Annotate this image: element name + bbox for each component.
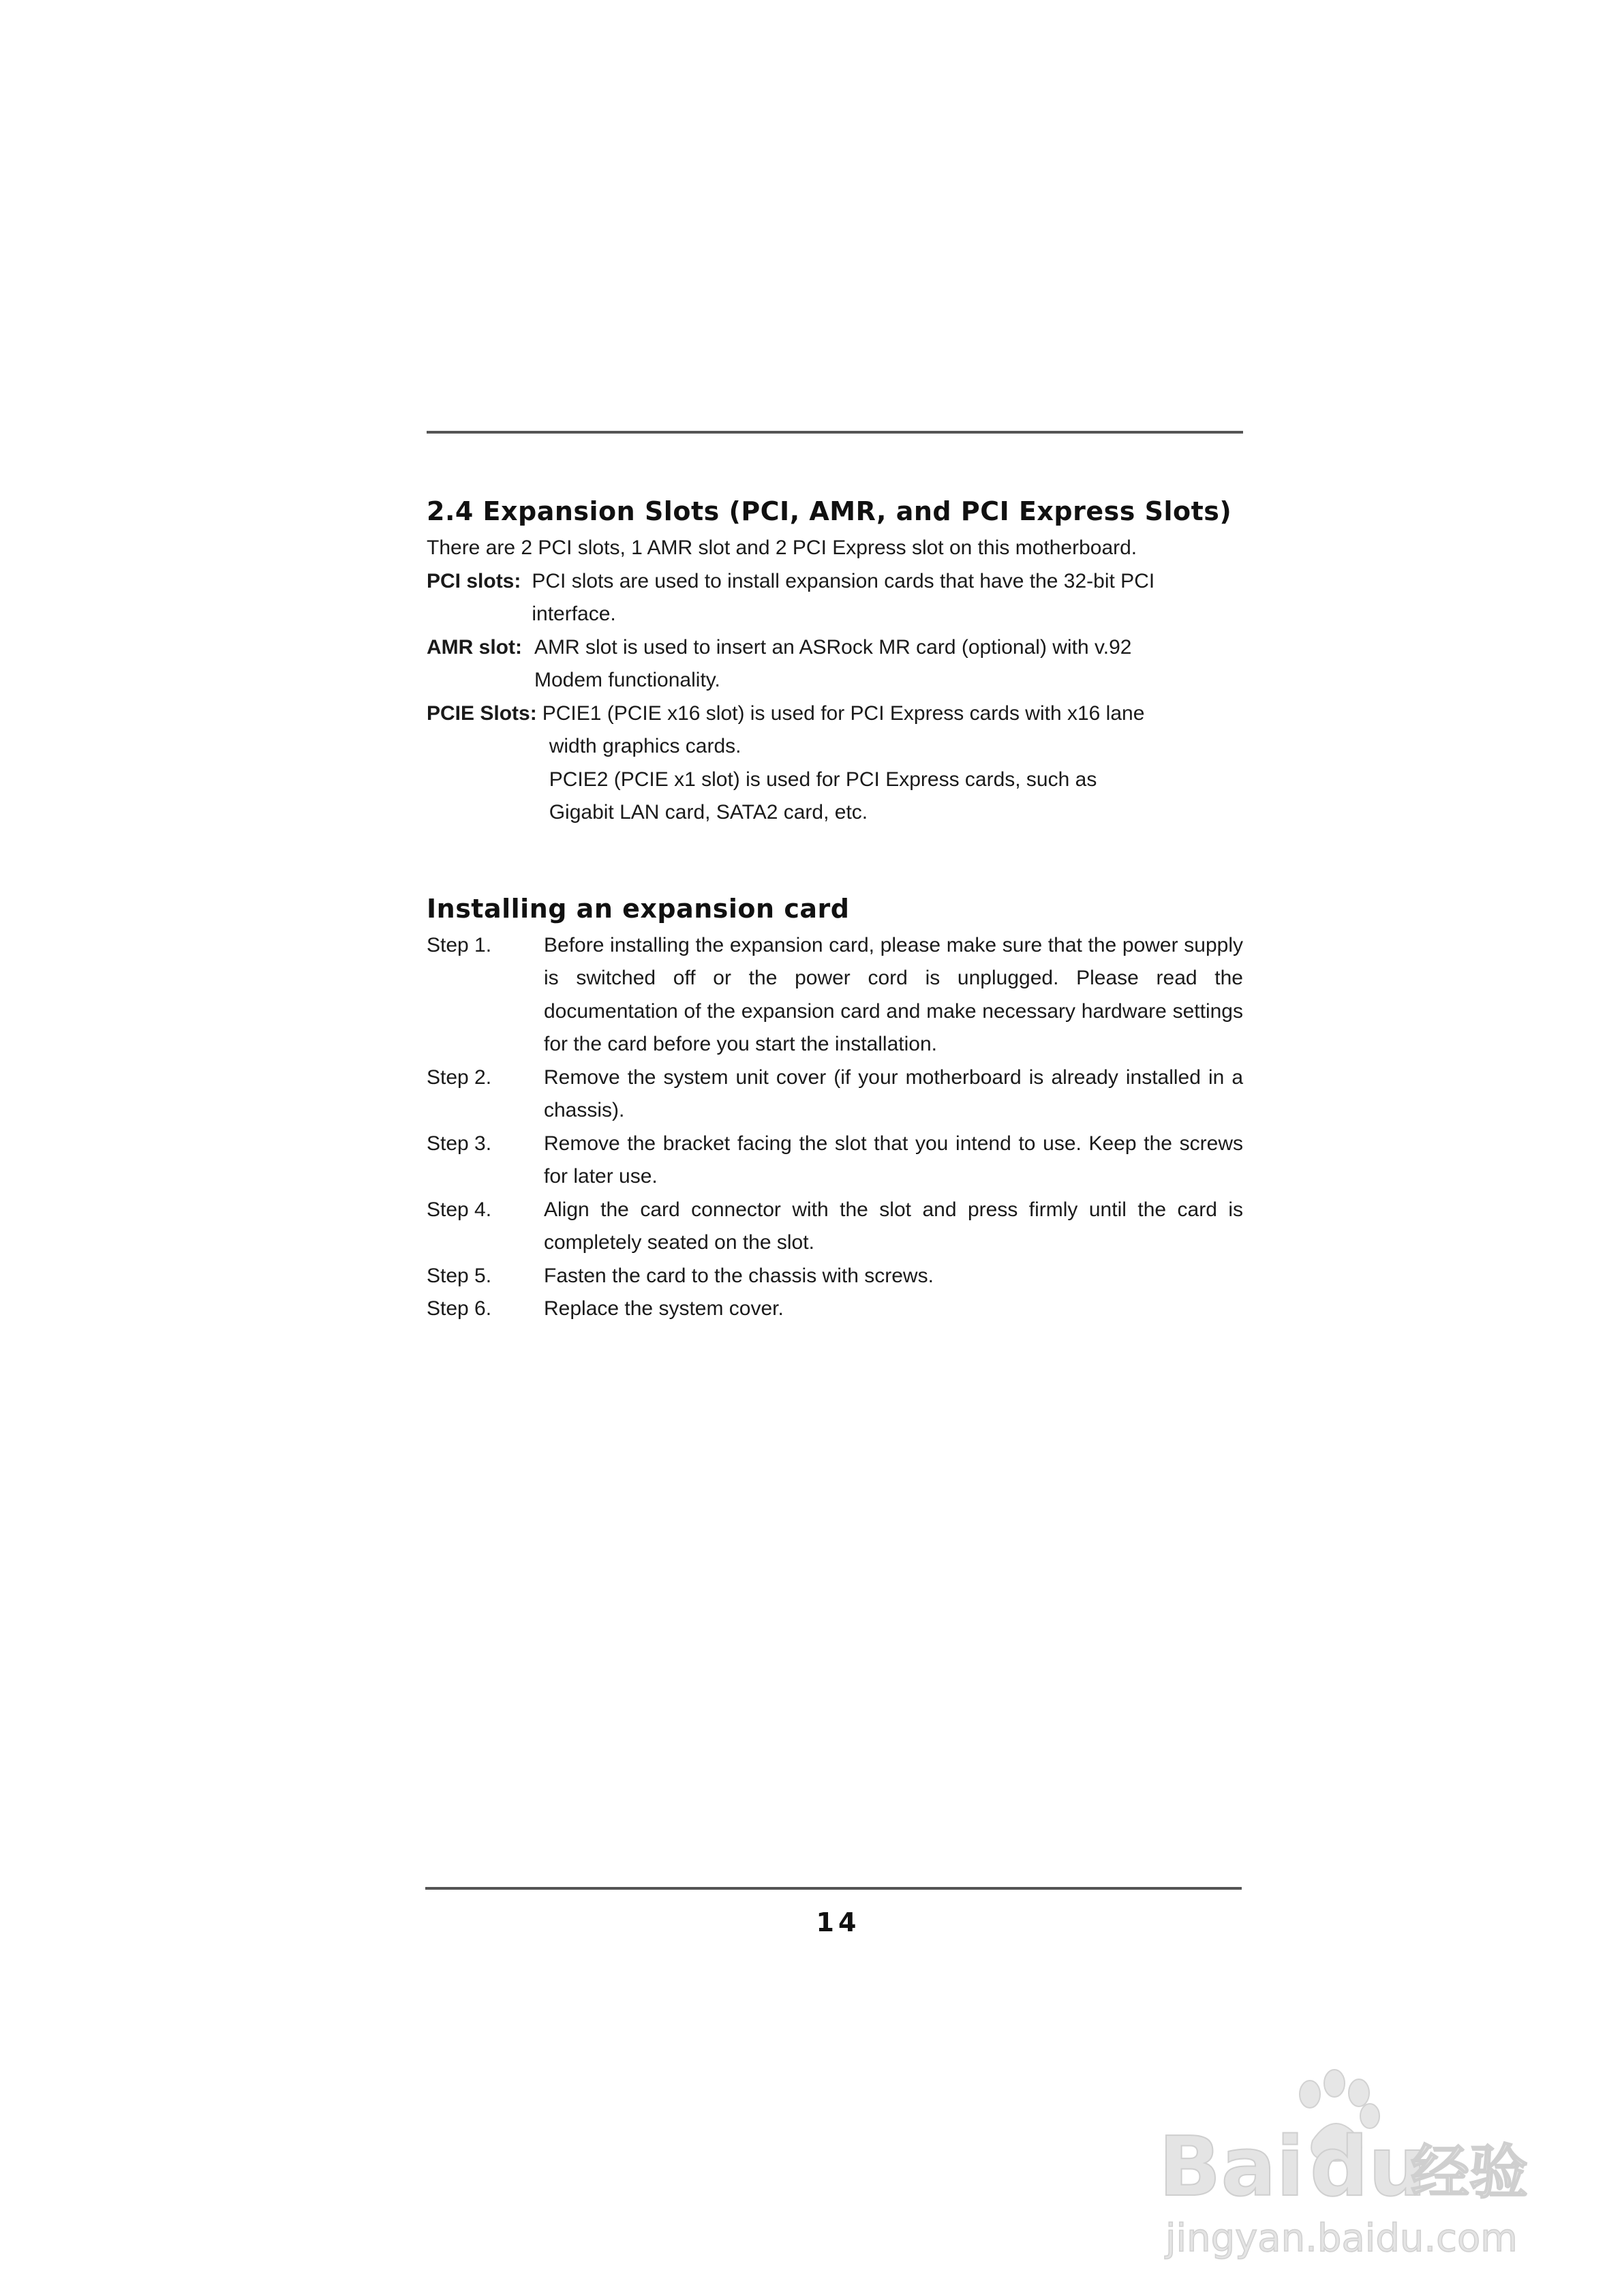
svg-text:经验: 经验 xyxy=(1411,2139,1528,2207)
step-item xyxy=(427,1194,1244,1260)
definition-line: interface. xyxy=(532,603,616,625)
page-content xyxy=(427,491,1244,1326)
definition-description xyxy=(522,631,1131,697)
definition-line: Gigabit LAN card, SATA2 card, etc. xyxy=(549,801,868,824)
definition-amr-slot xyxy=(427,631,1244,697)
definition-pcie-slots xyxy=(427,697,1244,830)
step-text: Remove the system unit cover (if your motherboard is already installed in a chassis). xyxy=(544,1066,1243,1121)
svg-text:du: du xyxy=(1310,2120,1427,2215)
footer-rule xyxy=(425,1887,1242,1890)
header-rule xyxy=(427,431,1243,434)
definition-term: PCI slots: xyxy=(427,569,521,592)
step-label: Step 4. xyxy=(427,1198,492,1221)
svg-text:jingyan.baidu.com: jingyan.baidu.com xyxy=(1165,2216,1518,2261)
step-label: Step 5. xyxy=(427,1264,492,1287)
definition-line: AMR slot is used to insert an ASRock MR card (optional) with v.92 xyxy=(534,635,1132,659)
step-label: Step 2. xyxy=(427,1066,492,1089)
step-text: Remove the bracket facing the slot that you intend to use. Keep the screws for later use. xyxy=(544,1132,1243,1188)
section-intro: There are 2 PCI slots, 1 AMR slot and 2 PCI Express slot on this motherboard. xyxy=(427,537,1137,559)
step-label: Step 1. xyxy=(427,933,492,956)
definition-term: PCIE Slots: xyxy=(427,701,537,725)
step-text: Align the card connector with the slot and press firmly until the card is completely seated on the slot. xyxy=(544,1198,1243,1254)
install-steps xyxy=(427,929,1244,1326)
step-text: Fasten the card to the chassis with screws. xyxy=(544,1264,934,1287)
baidu-watermark-logo xyxy=(1152,2059,1533,2263)
step-text: Replace the system cover. xyxy=(544,1297,784,1320)
step-text: Before installing the expansion card, please make sure that the power supply is switched off or the power cord is unplugged. Please read the documentation of the expansion card and make necessary hardware settings for the card before you start the installation. xyxy=(544,933,1243,1055)
definition-line: PCIE1 (PCIE x16 slot) is used for PCI Express cards with x16 lane xyxy=(542,701,1145,725)
step-item xyxy=(427,1061,1244,1128)
step-item xyxy=(427,1293,1244,1326)
section-title: 2.4 Expansion Slots (PCI, AMR, and PCI Express Slots) xyxy=(427,496,1232,526)
step-item xyxy=(427,1260,1244,1293)
definition-description xyxy=(521,565,1154,631)
definition-term: AMR slot: xyxy=(427,635,522,659)
step-label: Step 6. xyxy=(427,1297,492,1320)
install-title: Installing an expansion card xyxy=(427,893,850,924)
definition-line: Modem functionality. xyxy=(534,669,720,691)
definition-line: PCIE2 (PCIE x1 slot) is used for PCI Express cards, such as xyxy=(549,768,1097,791)
step-label: Step 3. xyxy=(427,1132,492,1155)
definition-description xyxy=(537,697,1145,830)
svg-text:Bai: Bai xyxy=(1159,2120,1304,2215)
step-item xyxy=(427,1128,1244,1194)
definition-pci-slots xyxy=(427,565,1244,631)
page-number: 14 xyxy=(816,1907,861,1937)
definition-line: width graphics cards. xyxy=(549,735,741,757)
step-item xyxy=(427,929,1244,1061)
definition-line: PCI slots are used to install expansion cards that have the 32-bit PCI xyxy=(532,569,1155,592)
